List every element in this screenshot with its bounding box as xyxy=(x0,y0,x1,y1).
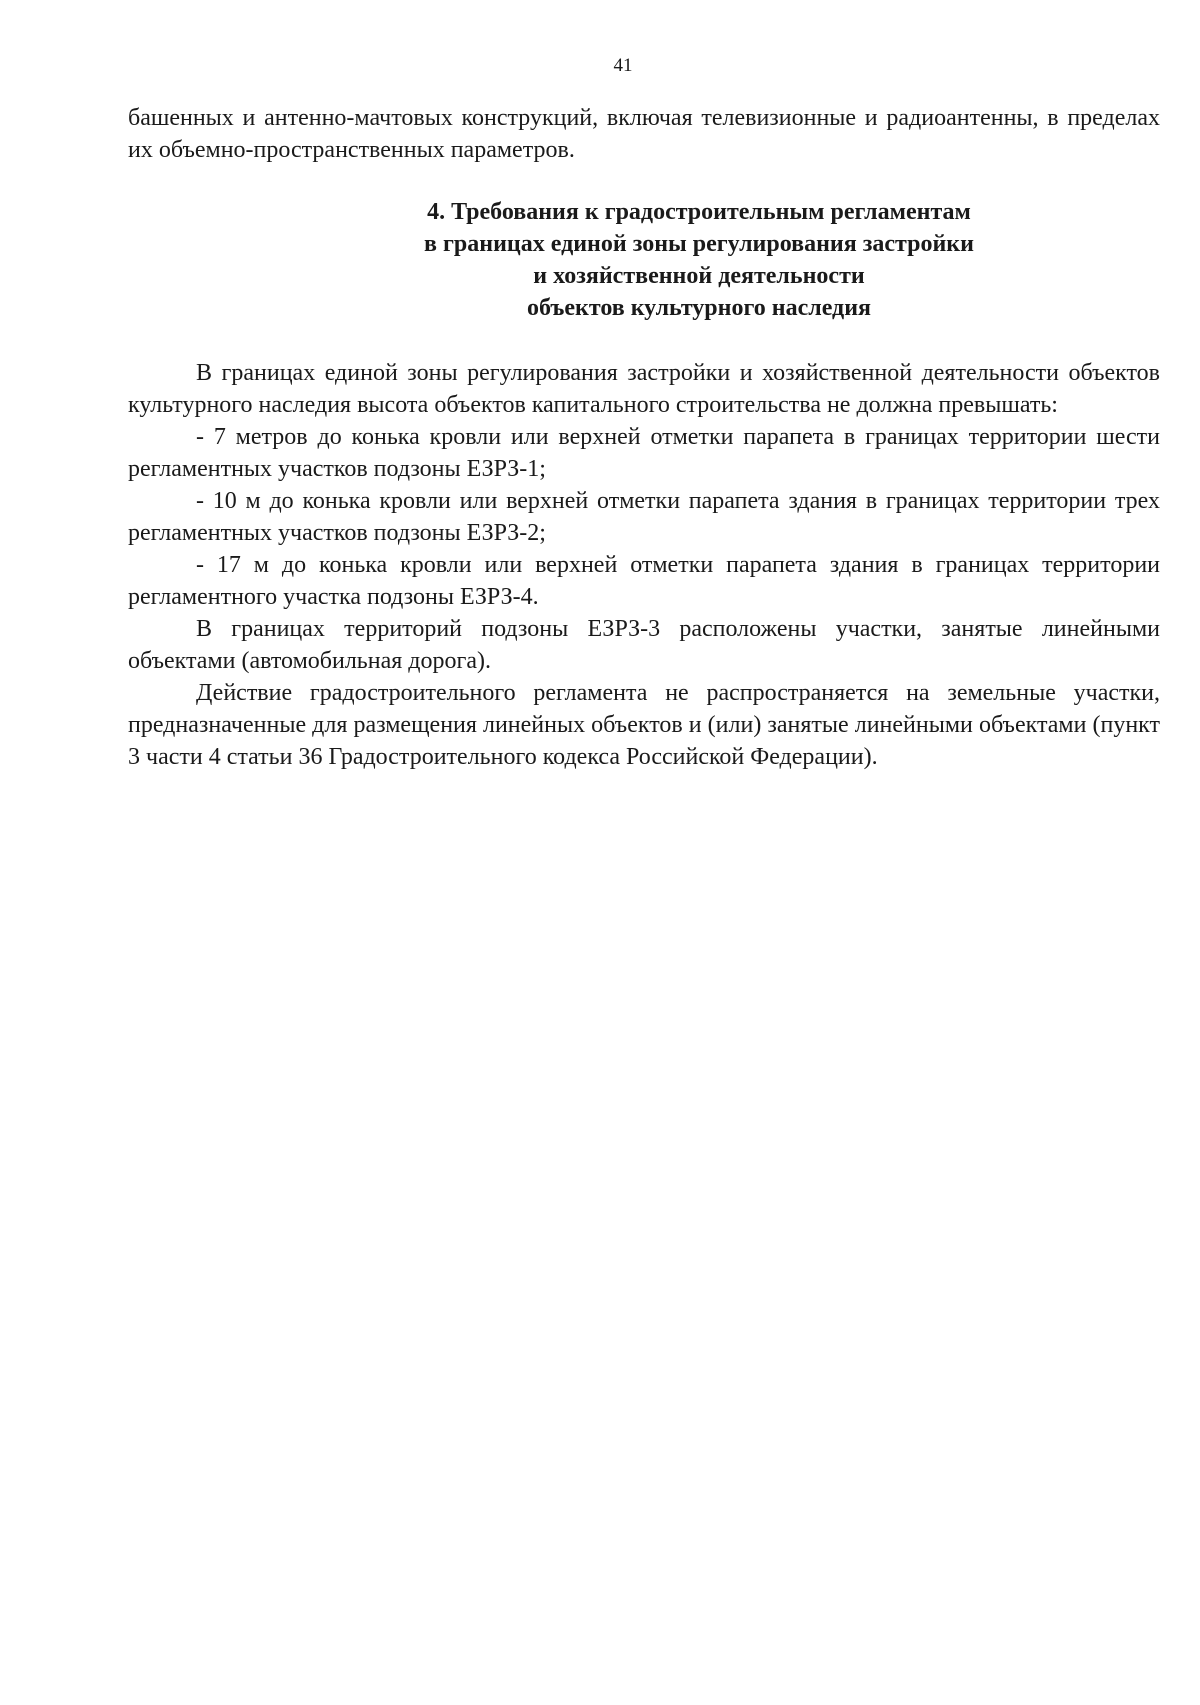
section-heading-line: 4. Требования к градостроительным регламентам xyxy=(427,199,971,225)
body-paragraph: В границах единой зоны регулирования застройки и хозяйственной деятельности объектов культурного наследия высота объектов капитального строительства не должна превышать: xyxy=(128,360,1160,418)
list-item-height-limit: - 7 метров до конька кровли или верхней отметки парапета в границах территории шести регламентных участков подзоны ЕЗРЗ-1; xyxy=(128,424,1160,482)
body-paragraph: В границах территорий подзоны ЕЗРЗ-3 расположены участки, занятые линейными объектами (автомобильная дорога). xyxy=(128,616,1160,674)
list-item-height-limit: - 17 м до конька кровли или верхней отметки парапета здания в границах территории регламентного участка подзоны ЕЗРЗ-4. xyxy=(128,552,1160,610)
intro-paragraph-block xyxy=(128,102,1160,166)
section-body xyxy=(128,357,1160,773)
body-paragraph: Действие градостроительного регламента не распространяется на земельные участки, предназначенные для размещения линейных объектов и (или) занятые линейными объектами (пункт 3 части 4 статьи 36 Градостроительного кодекса Российской Федерации). xyxy=(128,680,1160,770)
section-heading xyxy=(128,196,1160,324)
section-heading-line: объектов культурного наследия xyxy=(526,295,872,321)
section-heading-line: в границах единой зоны регулирования застройки xyxy=(424,231,974,257)
list-item-height-limit: - 10 м до конька кровли или верхней отметки парапета здания в границах территории трех регламентных участков подзоны ЕЗРЗ-2; xyxy=(128,488,1160,546)
page-number: 41 xyxy=(613,55,633,76)
intro-paragraph: башенных и антенно-мачтовых конструкций, включая телевизионные и радиоантенны, в пределах их объемно-пространственных параметров. xyxy=(128,105,1160,163)
section-heading-line: и хозяйственной деятельности xyxy=(533,263,865,289)
